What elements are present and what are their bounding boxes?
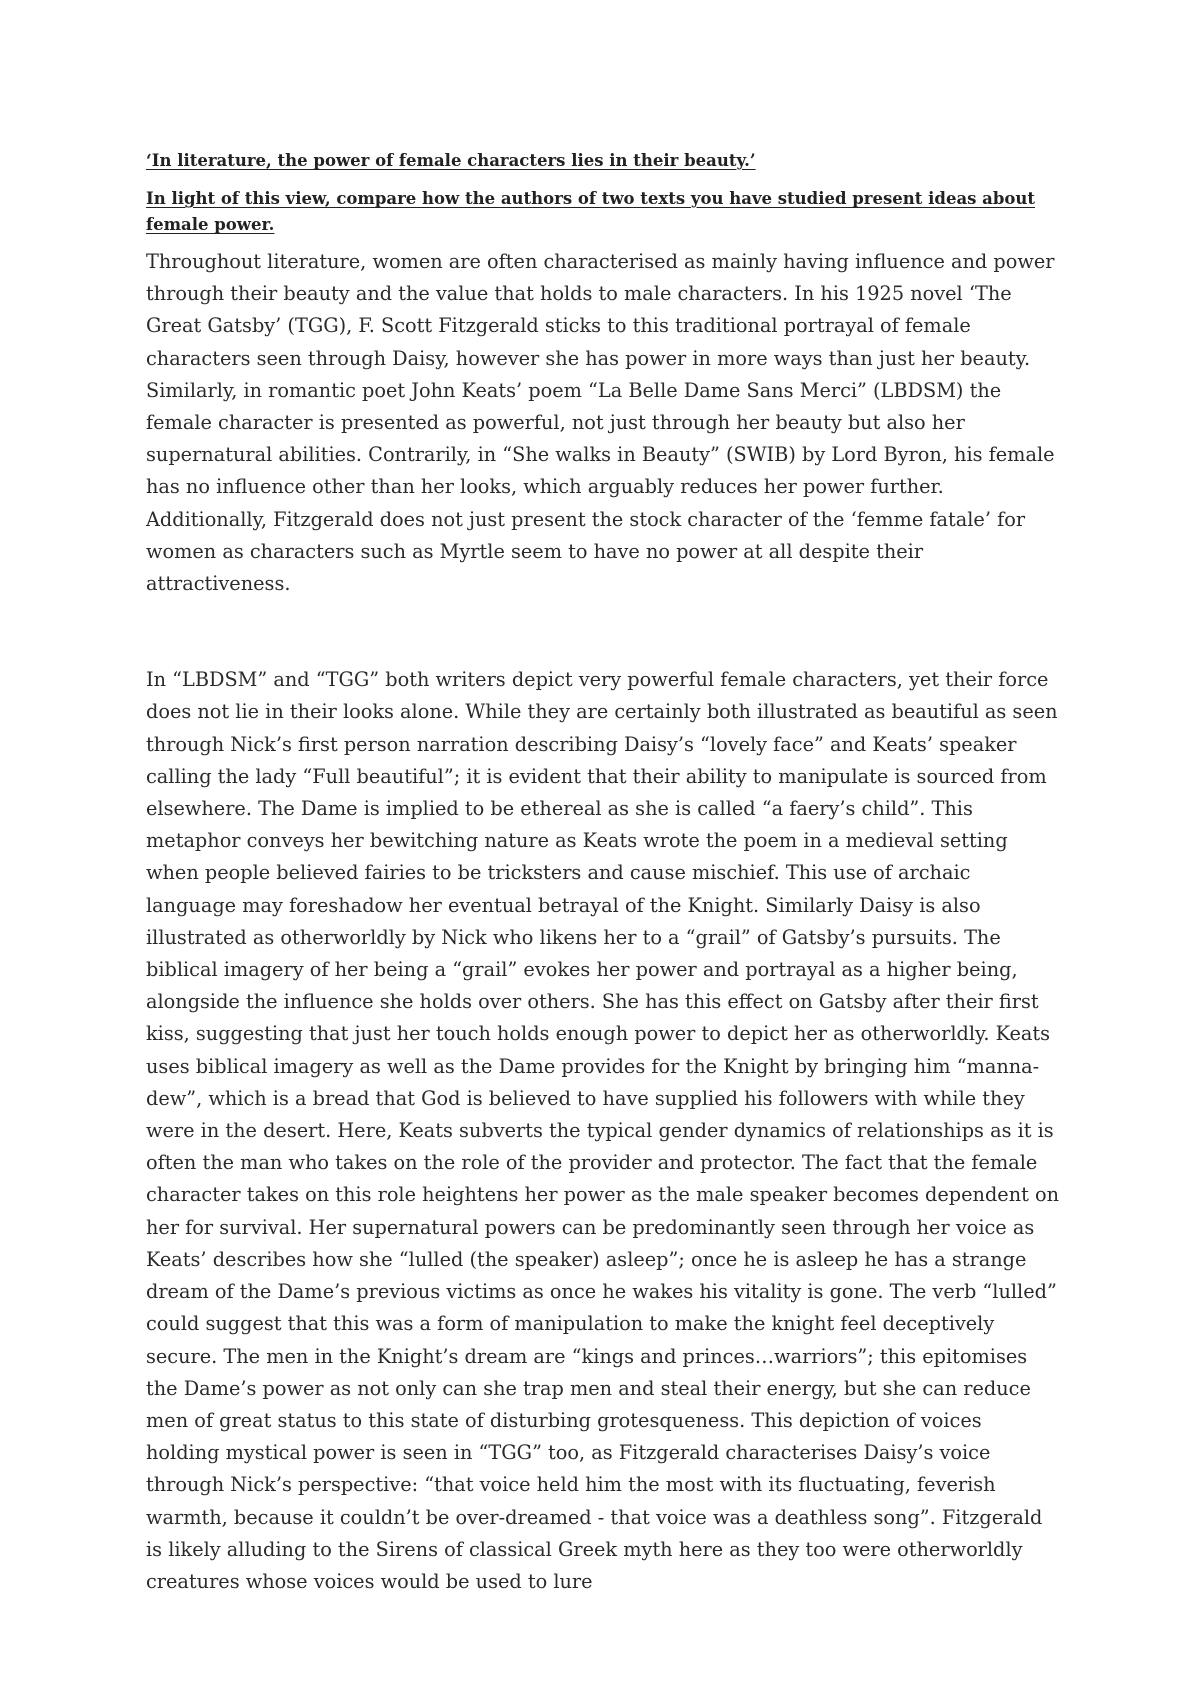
essay-quote-heading: ‘In literature, the power of female characters lies in their beauty.’ <box>146 151 756 170</box>
essay-question-heading: In light of this view, compare how the authors of two texts you have studied present ideas about female power. <box>146 189 1036 234</box>
body-paragraph: In “LBDSM” and “TGG” both writers depict very powerful female characters, yet their force does not lie in their looks alone. While they are certainly both illustrated as beautiful as seen through Nick’s first person narration describing Daisy’s “lovely face” and Keats’ speaker calling the lady “Full beautiful”; it is evident that their ability to manipulate is sourced from elsewhere. The Dame is implied to be ethereal as she is called “a faery’s child”. This metaphor conveys her bewitching nature as Keats wrote the poem in a medieval setting when people believed fairies to be tricksters and cause mischief. This use of archaic language may foreshadow her eventual betrayal of the Knight. Similarly Daisy is also illustrated as otherworldly by Nick who likens her to a “grail” of Gatsby’s pursuits. The biblical imagery of her being a “grail” evokes her power and portrayal as a higher being, alongside the influence she holds over others. She has this effect on Gatsby after their first kiss, suggesting that just her touch holds enough power to depict her as otherworldly. Keats uses biblical imagery as well as the Dame provides for the Knight by bringing him “manna-dew”, which is a bread that God is believed to have supplied his followers with while they were in the desert. Here, Keats subverts the typical gender dynamics of relationships as it is often the man who takes on the role of the provider and protector. The fact that the female character takes on this role heightens her power as the male speaker becomes dependent on her for survival. Her supernatural powers can be predominantly seen through her voice as Keats’ describes how she “lulled (the speaker) asleep”; once he is asleep he has a strange dream of the Dame’s previous victims as once he wakes his vitality is gone. The verb “lulled” could suggest that this was a form of manipulation to make the knight feel deceptively secure. The men in the Knight’s dream are “kings and princes…warriors”; this epitomises the Dame’s power as not only can she trap men and steal their energy, but she can reduce men of great status to this state of disturbing grotesqueness. This depiction of voices holding mystical power is seen in “TGG” too, as Fitzgerald characterises Daisy’s voice through Nick’s perspective: “that voice held him the most with its fluctuating, feverish warmth, because it couldn’t be over-dreamed - that voice was a deathless song”. Fitzgerald is likely alluding to the Sirens of classical Greek myth here as they too were otherworldly creatures whose voices would be used to lure <box>146 668 1060 1593</box>
intro-paragraph: Throughout literature, women are often characterised as mainly having influence and power through their beauty and the value that holds to male characters. In his 1925 novel ‘The Great Gatsby’ (TGG), F. Scott Fitzgerald sticks to this traditional portrayal of female characters seen through Daisy, however she has power in more ways than just her beauty. Similarly, in romantic poet John Keats’ poem “La Belle Dame Sans Merci” (LBDSM) the female character is presented as powerful, not just through her beauty but also her supernatural abilities. Contrarily, in “She walks in Beauty” (SWIB) by Lord Byron, his female has no influence other than her looks, which arguably reduces her power further. Additionally, Fitzgerald does not just present the stock character of the ‘femme fatale’ for women as characters such as Myrtle seem to have no power at all despite their attractiveness. <box>146 250 1055 596</box>
